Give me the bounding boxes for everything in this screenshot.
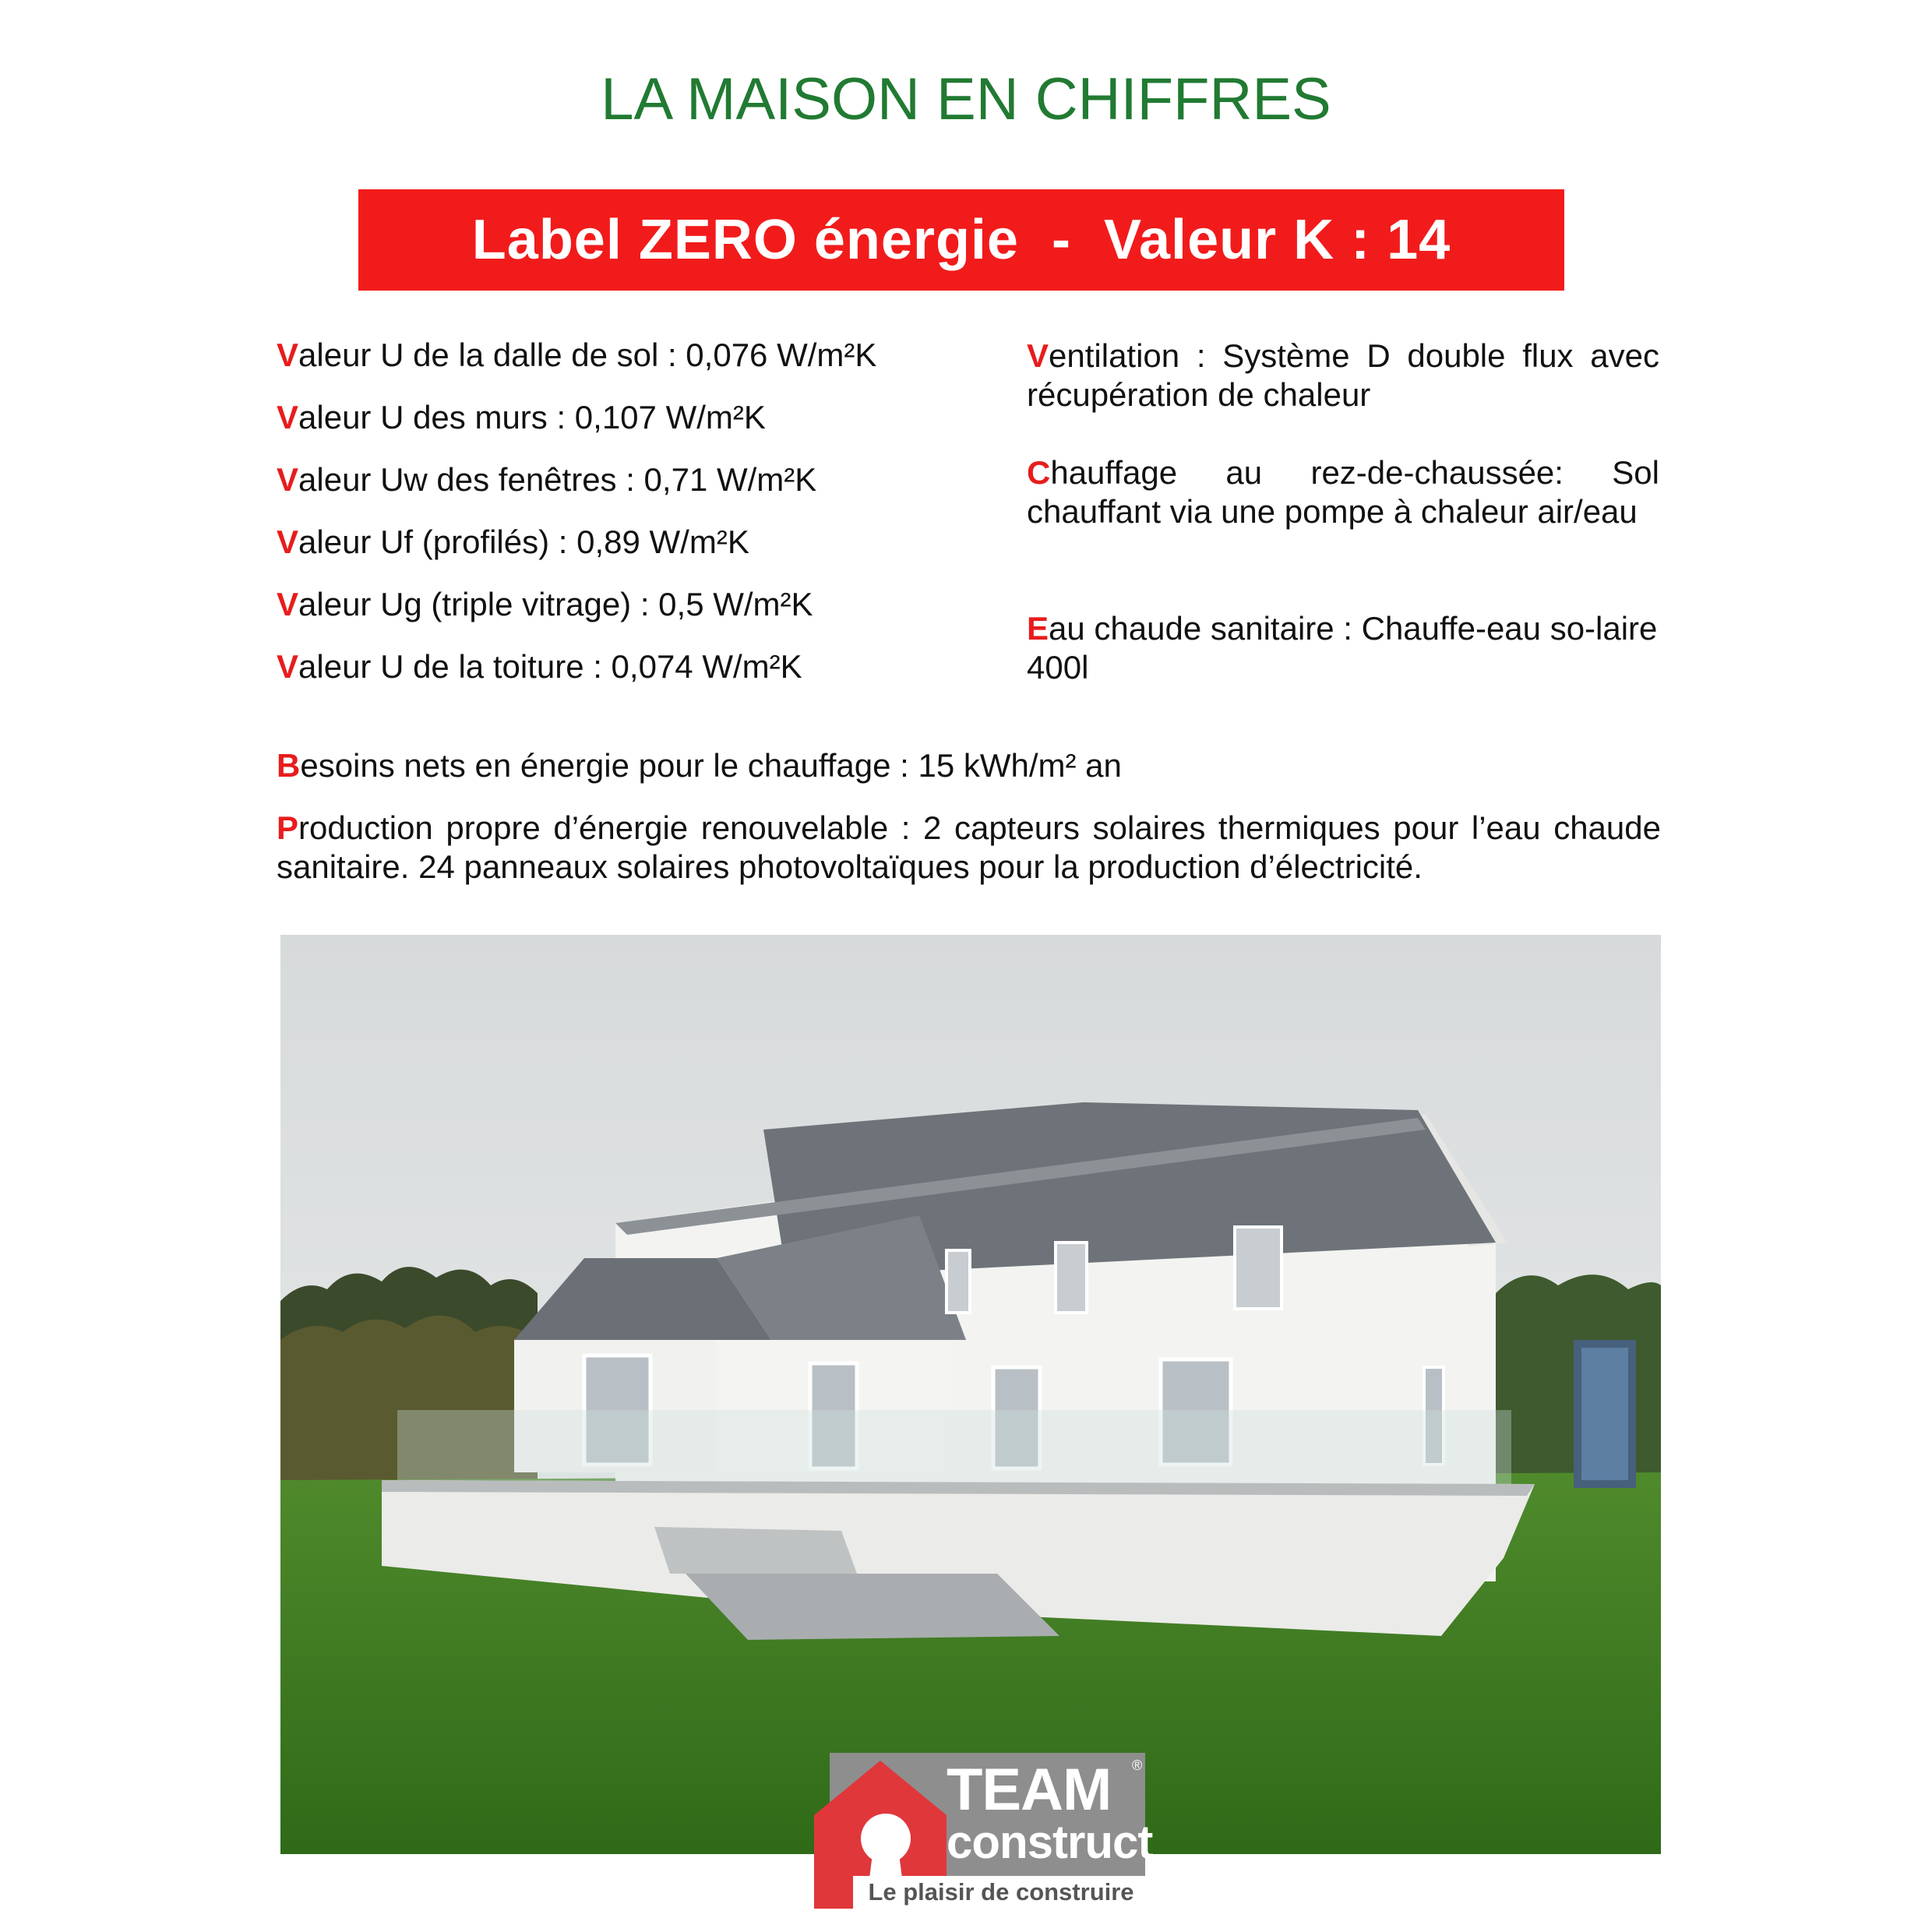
list-item: Valeur Uf (profilés) : 0,89 W/m²K [277,524,749,560]
logo-construct-text: construct [947,1816,1153,1868]
energy-label-banner: Label ZERO énergie - Valeur K : 14 [358,189,1564,291]
heating-text: Chauffage au rez-de-chaussée: Sol chauffant via une pompe à chaleur air/eau [1027,454,1659,530]
heating-needs-text: Besoins nets en énergie pour le chauffage : 15 kWh/m² an [277,747,1122,784]
energy-needs-section [277,746,1661,887]
house-photo [280,935,1661,1854]
page-title: LA MAISON EN CHIFFRES [601,66,1331,132]
logo-team-text: TEAM [947,1757,1112,1823]
hot-water-text: Eau chaude sanitaire : Chauffe-eau so-laire 400l [1027,610,1658,686]
ventilation-text: Ventilation : Système D double flux avec récupération de chaleur [1027,337,1659,413]
list-item: Valeur U de la dalle de sol : 0,076 W/m²K [277,337,877,373]
registered-mark: ® [1132,1757,1143,1773]
systems-list [1027,337,1659,687]
list-item: Valeur U des murs : 0,107 W/m²K [277,399,766,435]
list-item: Valeur Uw des fenêtres : 0,71 W/m²K [277,461,817,498]
renewable-production-text: Production propre d’énergie renouvelable : 2 capteurs solaires thermiques pour l’eau chaude sanitaire. 24 panneaux solaires photovoltaïques pour la production d’électricité. [277,809,1661,885]
team-construct-logo [814,1753,1153,1909]
list-item: Valeur Ug (triple vitrage) : 0,5 W/m²K [277,586,813,622]
u-values-list [277,337,978,710]
logo-tagline: Le plaisir de construire [853,1876,1149,1909]
house-illustration [280,935,1661,1854]
list-item: Valeur U de la toiture : 0,074 W/m²K [277,648,802,685]
